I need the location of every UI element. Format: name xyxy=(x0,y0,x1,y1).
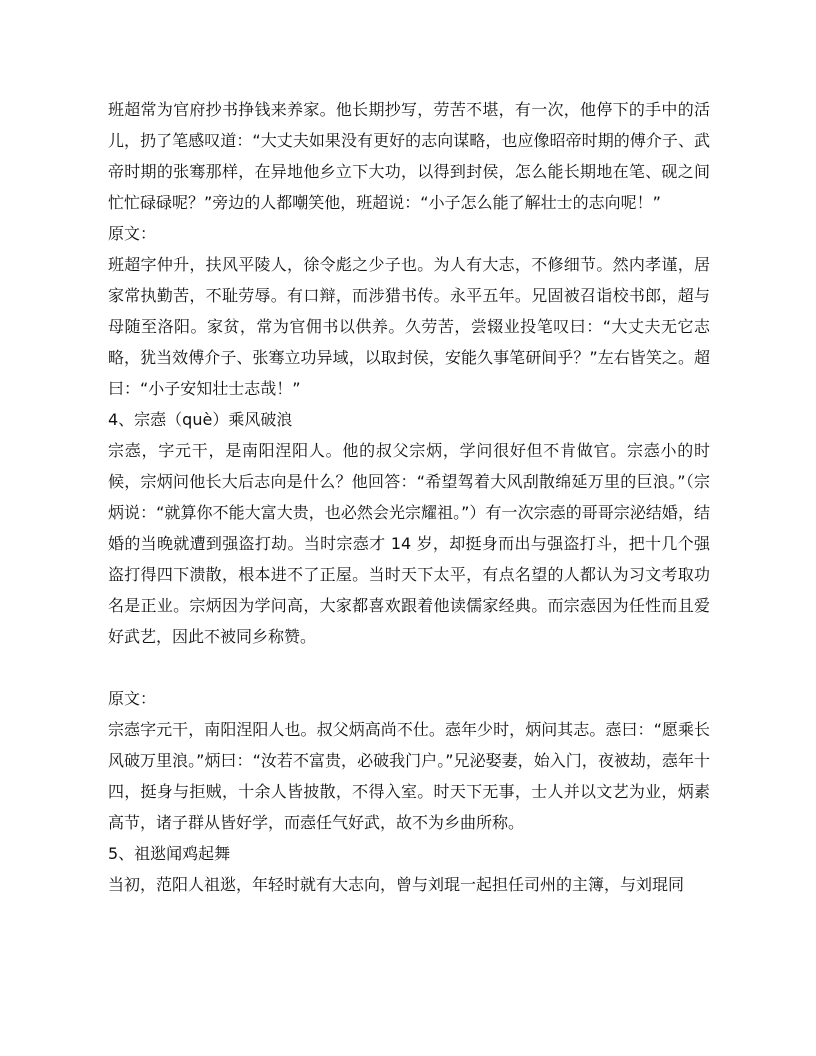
paragraph-ban-chao-original: 班超字仲升，扶风平陵人，徐令彪之少子也。为人有大志，不修细节。然内孝谨，居家常执勤苦，不耻劳辱。有口辩，而涉猎书传。永平五年。兄固被召诣校书郎，超与母随至洛阳。家贫，常为官佣书以供养。久劳苦，尝辍业投笔叹曰：“大丈夫无它志略，犹当效傅介子、张骞立功异域，以取封侯，安能久事笔研间乎？”左右皆笑之。超曰：“小子安知壮士志哉！” xyxy=(108,255,710,398)
blank-line xyxy=(108,652,710,683)
section-heading-zong-que: 4、宗悫（què）乘风破浪 xyxy=(108,410,293,429)
paragraph-ban-chao-translation: 班超常为官府抄书挣钱来养家。他长期抄写，劳苦不堪，有一次，他停下的手中的活儿，扔了笔感叹道：“大丈夫如果没有更好的志向谋略，也应像昭帝时期的傅介子、武帝时期的张骞那样，在异地他乡立下大功，以得到封侯，怎么能长期地在笔、砚之间忙忙碌碌呢？”旁边的人都嘲笑他，班超说：“小子怎么能了解壮士的志向呢！” xyxy=(108,100,710,212)
paragraph-zong-que-original: 宗悫字元干，南阳涅阳人也。叔父炳高尚不仕。悫年少时，炳问其志。悫曰：“愿乘长风破万里浪。”炳曰：“汝若不富贵，必破我门户。”兄泌娶妻，始入门，夜被劫，悫年十四，挺身与拒贼，十余人皆披散，不得入室。时天下无事，士人并以文艺为业，炳素高节，诸子群从皆好学，而悫任气好武，故不为乡曲所称。 xyxy=(108,720,710,832)
paragraph-zu-ti-translation: 当初，范阳人祖逖，年轻时就有大志向，曾与刘琨一起担任司州的主簿，与刘琨同 xyxy=(108,875,685,894)
original-text-label: 原文： xyxy=(108,224,157,243)
section-heading-zu-ti: 5、祖逖闻鸡起舞 xyxy=(108,844,231,863)
original-text-label: 原文： xyxy=(108,689,157,708)
document-page xyxy=(108,94,710,900)
paragraph-zong-que-translation: 宗悫，字元干，是南阳涅阳人。他的叔父宗炳，学问很好但不肯做官。宗悫小的时候，宗炳问他长大后志向是什么？他回答：“希望驾着大风刮散绵延万里的巨浪。”（宗炳说：“就算你不能大富大贵，也必然会光宗耀祖。”）有一次宗悫的哥哥宗泌结婚，结婚的当晚就遭到强盗打劫。当时宗悫才 14 岁，却挺身而出与强盗打斗，把十几个强盗打得四下溃散，根本进不了正屋。当时天下太平，有点名望的人都认为习文考取功名是正业。宗炳因为学问高，大家都喜欢跟着他读儒家经典。而宗悫因为任性而且爱好武艺，因此不被同乡称赞。 xyxy=(108,441,710,646)
